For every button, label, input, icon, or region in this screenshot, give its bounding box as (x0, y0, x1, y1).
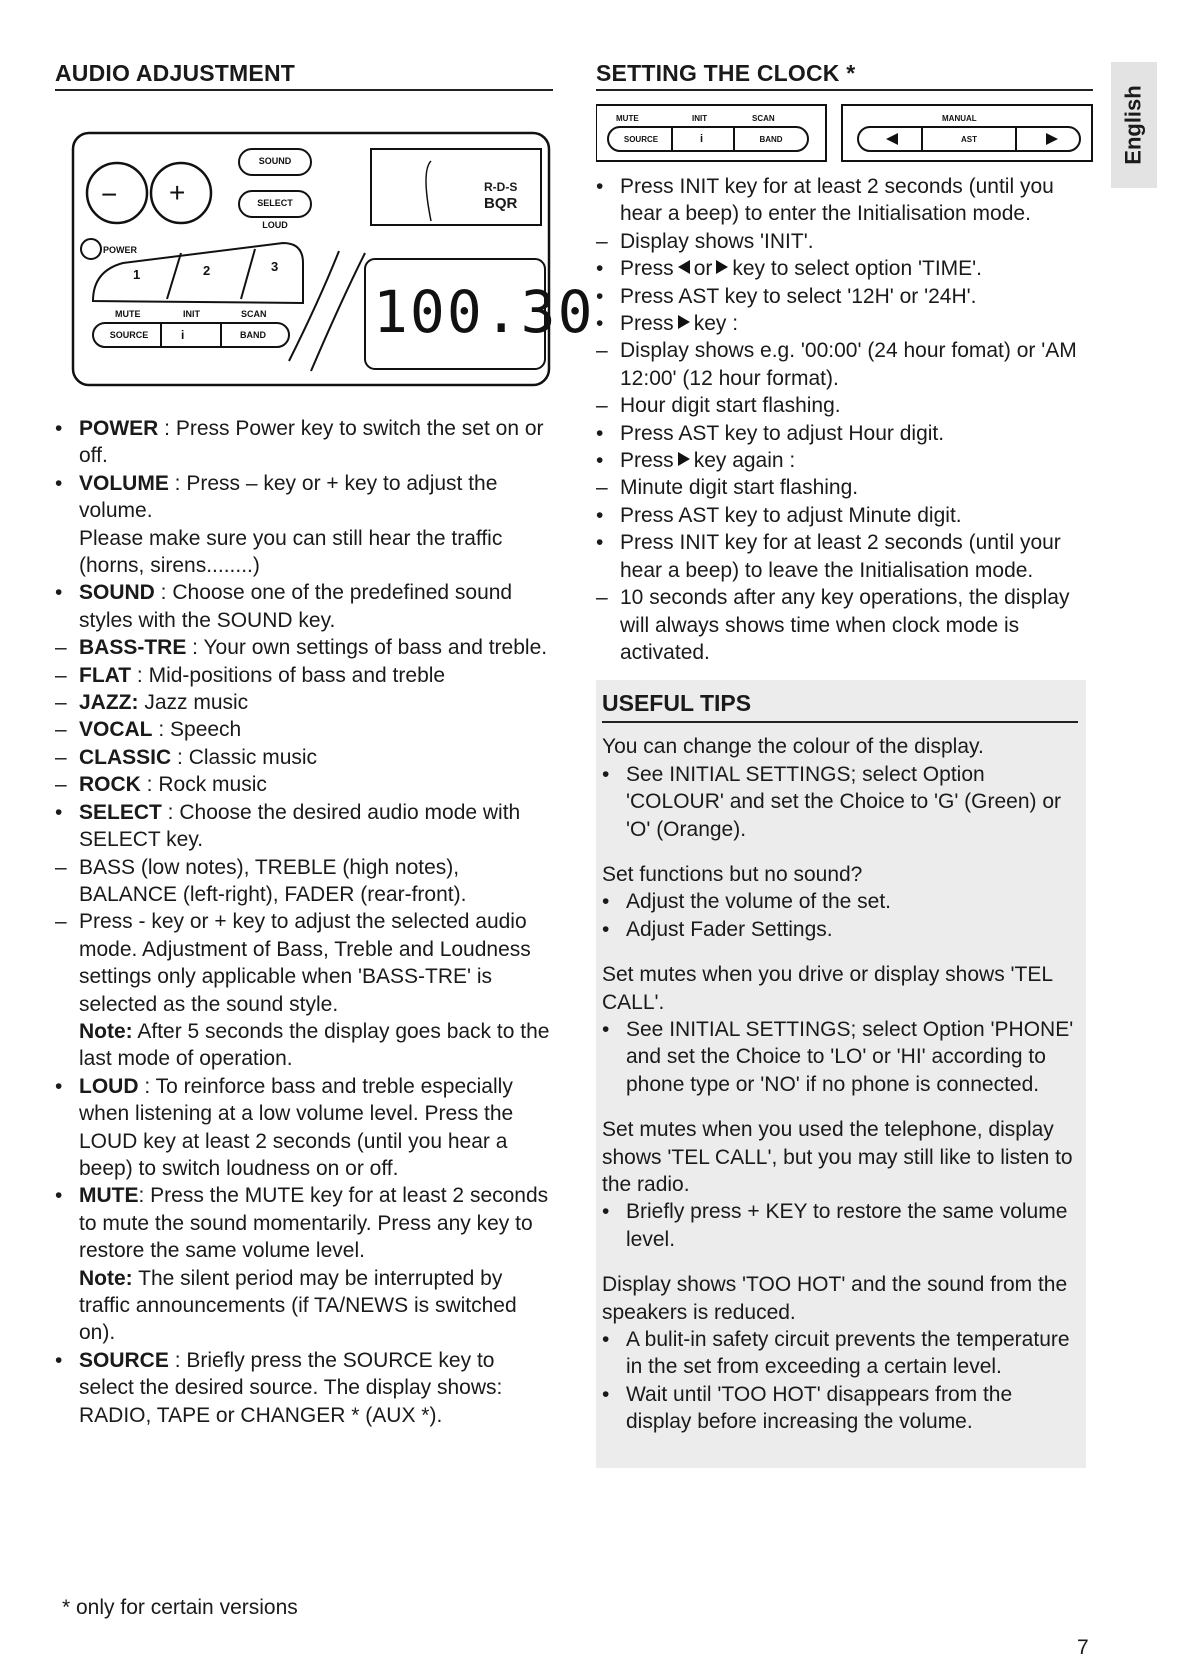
step-item (596, 173, 1093, 228)
setting-the-clock-column (596, 60, 1093, 1468)
tip-bullet-text: See INITIAL SETTINGS; select Option 'PHONE' and set the Choice to 'LO' or 'HI' according to phone type or 'NO' if no phone is connected. (626, 1017, 1074, 1096)
item-text: : Briefly press the SOURCE key to select the desired source. The display shows: RADIO, TAPE or CHANGER * (AUX *). (79, 1348, 503, 1427)
tip-bullet (602, 1326, 1078, 1381)
step-item (596, 283, 1093, 310)
step-text: 10 seconds after any key operations, the display will always shows time when clock mode is activated. (620, 586, 1070, 664)
note-label: Note: (79, 1266, 133, 1290)
step-item (596, 474, 1093, 501)
keyword: CLASSIC (79, 745, 172, 769)
keyword: JAZZ: (79, 691, 139, 715)
list-item (55, 799, 553, 854)
bqr-logo: BQR (484, 195, 518, 212)
list-marker: • (55, 1074, 63, 1098)
keyword: SELECT (79, 800, 162, 824)
preset-3-button[interactable]: 3 (271, 259, 279, 274)
tip-bullet (602, 1381, 1078, 1436)
scan-label: SCAN (241, 309, 267, 319)
sound-button[interactable]: SOUND (258, 156, 292, 166)
source-button[interactable]: SOURCE (109, 330, 149, 340)
list-item (55, 689, 553, 716)
step-text: Display shows 'INIT'. (620, 229, 814, 253)
bullet-marker: • (602, 890, 610, 914)
bullet-marker: • (602, 1200, 610, 1224)
tip-intro: Set mutes when you drive or display shows 'TEL CALL'. (602, 963, 1053, 1014)
list-item (55, 634, 553, 661)
step-text: Hour digit start flashing. (620, 394, 841, 418)
right-arrow-icon (678, 452, 690, 466)
tip-bullet (602, 1198, 1078, 1253)
step-text-pre: Press (620, 312, 674, 336)
item-text: : Choose one of the predefined sound styles with the SOUND key. (79, 581, 513, 632)
list-item (55, 716, 553, 743)
list-marker: – (55, 691, 67, 715)
list-marker: – (55, 718, 67, 742)
useful-tips-body (602, 733, 1078, 1435)
init-label: INIT (183, 309, 200, 319)
item-text: : Press – key or + key to adjust the volume. (79, 471, 498, 523)
list-item (55, 1347, 553, 1429)
note-label: Note: (79, 1019, 133, 1043)
step-text: Display shows e.g. '00:00' (24 hour fomat) or 'AM 12:00' (12 hour format). (620, 339, 1077, 390)
item-text: : Press Power key to switch the set on or off. (79, 417, 544, 468)
list-marker: • (55, 581, 63, 605)
list-marker: • (596, 284, 604, 308)
list-marker: • (55, 471, 63, 495)
radio-panel-drawing (71, 131, 595, 389)
audio-adjustment-column (55, 60, 595, 1429)
step-item (596, 447, 1093, 474)
list-marker: – (596, 394, 608, 418)
note-text: The silent period may be interrupted by traffic announcements (if TA/NEWS is switched on). (79, 1266, 517, 1345)
item-text: : Speech (152, 718, 242, 742)
preset-1-button[interactable]: 1 (133, 267, 141, 282)
list-marker: • (55, 1184, 63, 1208)
list-item (55, 744, 553, 771)
item-text: : Choose the desired audio mode with SELECT key. (79, 800, 521, 852)
setting-the-clock-heading: SETTING THE CLOCK * (596, 60, 1093, 91)
band-button[interactable]: BAND (240, 330, 266, 340)
list-marker: • (596, 503, 604, 527)
bullet-marker: • (602, 917, 610, 941)
key-scan-label: SCAN (752, 114, 775, 123)
item-text: : Your own settings of bass and treble. (186, 636, 548, 660)
list-item (55, 854, 553, 909)
clock-steps-list (596, 173, 1093, 666)
tip-block (602, 961, 1078, 1098)
step-item (596, 502, 1093, 529)
keyword: VOLUME (79, 471, 169, 495)
item-text: : Rock music (140, 773, 267, 797)
tip-bullet (602, 888, 1078, 915)
list-marker: • (55, 800, 63, 824)
step-item (596, 310, 1093, 337)
list-marker: • (596, 421, 604, 445)
tip-intro: Set functions but no sound? (602, 862, 863, 886)
step-item (596, 392, 1093, 419)
list-marker: • (596, 449, 604, 473)
page-number: 7 (1077, 1636, 1089, 1659)
keyword: ROCK (79, 773, 141, 797)
item-text: Jazz music (138, 691, 249, 715)
step-item (596, 228, 1093, 255)
list-marker: – (55, 745, 67, 769)
language-tab (1111, 62, 1157, 188)
step-item (596, 337, 1093, 392)
item-text: : Mid-positions of bass and treble (131, 663, 446, 687)
tip-bullet-text: Adjust the volume of the set. (626, 890, 891, 914)
list-marker: • (596, 531, 604, 555)
list-marker: – (596, 339, 608, 363)
step-text: Press AST key to adjust Hour digit. (620, 421, 945, 445)
clock-keys-illustration (596, 103, 1093, 165)
radio-front-panel-illustration (71, 131, 595, 389)
note-paragraph (79, 1018, 553, 1073)
tip-block (602, 861, 1078, 943)
list-item (55, 662, 553, 689)
step-item (596, 529, 1093, 584)
list-marker: • (596, 257, 604, 281)
list-marker: – (55, 636, 67, 660)
useful-tips-heading: USEFUL TIPS (602, 680, 1078, 723)
bullet-marker: • (602, 1328, 610, 1352)
item-text: : To reinforce bass and treble especially when listening at a low volume level. Press the LOUD key at least 2 seconds (until you hear a beep) to switch loudness on or off. (79, 1074, 514, 1180)
list-item (55, 579, 553, 634)
list-marker: • (55, 1348, 63, 1372)
tip-block (602, 1271, 1078, 1435)
note-text: After 5 seconds the display goes back to the last mode of operation. (79, 1019, 550, 1071)
note-paragraph (79, 1265, 553, 1347)
loud-label: LOUD (262, 220, 288, 230)
list-marker: – (596, 586, 608, 610)
tip-block (602, 733, 1078, 843)
bullet-marker: • (602, 1382, 610, 1406)
tip-bullet-text: Adjust Fader Settings. (626, 917, 833, 941)
step-text: Press INIT key for at least 2 seconds (until you hear a beep) to enter the Initialisation mode. (620, 175, 1054, 226)
keyword: MUTE (79, 1184, 139, 1208)
step-text: Press AST key to adjust Minute digit. (620, 503, 962, 527)
useful-tips-box (596, 680, 1086, 1467)
keyword: SOUND (79, 581, 155, 605)
keyword: POWER (79, 417, 159, 440)
right-arrow-icon (716, 260, 728, 274)
volume-minus-button[interactable]: − (101, 179, 118, 210)
bullet-marker: • (602, 762, 610, 786)
key-manual-label: MANUAL (942, 114, 977, 123)
tip-bullet-text: Briefly press + KEY to restore the same volume level. (626, 1200, 1068, 1251)
clock-keys-drawing (596, 103, 1093, 165)
power-label: POWER (103, 245, 138, 255)
list-marker: • (596, 175, 604, 198)
step-text: Press AST key to select '12H' or '24H'. (620, 284, 977, 308)
step-text-post: key : (693, 312, 739, 336)
key-band-button[interactable]: BAND (759, 135, 783, 144)
list-marker: – (596, 229, 608, 253)
list-item (55, 1182, 553, 1346)
step-item (596, 584, 1093, 666)
tip-bullet (602, 1016, 1078, 1098)
list-item (55, 771, 553, 798)
list-marker: – (55, 910, 67, 934)
list-marker: – (55, 663, 67, 687)
item-text: BASS (low notes), TREBLE (high notes), BALANCE (left-right), FADER (rear-front). (79, 855, 467, 906)
audio-adjustment-list (55, 415, 553, 1429)
list-item (55, 908, 553, 1072)
list-item (55, 415, 553, 470)
tip-bullet-text: Wait until 'TOO HOT' disappears from the display before increasing the volume. (626, 1382, 1013, 1434)
keyword: LOUD (79, 1074, 139, 1098)
item-paragraph: Please make sure you can still hear the traffic (horns, sirens........) (79, 526, 503, 578)
step-text-post: key again : (693, 449, 796, 473)
tip-bullets (602, 1016, 1078, 1098)
volume-plus-button[interactable]: + (169, 177, 186, 208)
tip-bullets (602, 1326, 1078, 1436)
tip-intro: You can change the colour of the display. (602, 735, 984, 759)
tip-bullets (602, 761, 1078, 843)
list-marker: • (596, 312, 604, 336)
key-init-label: INIT (692, 114, 708, 123)
select-button[interactable]: SELECT (257, 198, 293, 208)
tip-bullets (602, 1198, 1078, 1253)
step-text-pre: Press (620, 257, 674, 281)
preset-2-button[interactable]: 2 (203, 263, 211, 278)
key-mute-label: MUTE (616, 114, 639, 123)
step-text: Minute digit start flashing. (620, 476, 859, 500)
bullet-marker: • (602, 1017, 610, 1041)
mute-label: MUTE (115, 309, 141, 319)
tip-block (602, 1116, 1078, 1253)
language-tab-label: English (1121, 85, 1147, 165)
tip-bullet-text: See INITIAL SETTINGS; select Option 'COLOUR' and set the Choice to 'G' (Green) or 'O' (Orange). (626, 762, 1062, 841)
tip-intro: Display shows 'TOO HOT' and the sound from the speakers is reduced. (602, 1273, 1068, 1324)
list-item (55, 1073, 553, 1183)
keyword: VOCAL (79, 718, 153, 742)
tip-bullet-text: A bulit-in safety circuit prevents the temperature in the set from exceeding a certain level. (626, 1328, 1070, 1379)
key-source-button[interactable]: SOURCE (623, 135, 659, 144)
tip-bullet (602, 916, 1078, 943)
rds-logo: R-D-S (484, 180, 518, 194)
list-marker: – (55, 773, 67, 797)
step-text-mid: or (693, 257, 713, 281)
right-arrow-icon (678, 315, 690, 329)
step-text-post: key to select option 'TIME'. (732, 257, 982, 281)
list-marker: • (55, 417, 63, 440)
footnote: * only for certain versions (62, 1596, 298, 1619)
list-marker: – (55, 855, 67, 879)
tip-bullets (602, 888, 1078, 943)
item-text: Press - key or + key to adjust the selected audio mode. Adjustment of Bass, Treble and Loudness settings only applicable when 'BASS-TRE' is selected as the sound style. (79, 910, 531, 1016)
tip-intro: Set mutes when you used the telephone, display shows 'TEL CALL', but you may still like to listen to the radio. (602, 1118, 1073, 1196)
step-text: Press INIT key for at least 2 seconds (until your hear a beep) to leave the Initialisation mode. (620, 531, 1061, 582)
key-ast-button[interactable]: AST (961, 135, 977, 144)
keyword: FLAT (79, 663, 132, 687)
audio-adjustment-heading: AUDIO ADJUSTMENT (55, 60, 553, 91)
tip-bullet (602, 761, 1078, 843)
step-item (596, 255, 1093, 282)
step-text-pre: Press (620, 449, 674, 473)
keyword: SOURCE (79, 1348, 169, 1372)
keyword: BASS-TRE (79, 636, 187, 660)
item-text: : Classic music (171, 745, 318, 769)
left-arrow-icon (678, 260, 690, 274)
list-marker: – (596, 476, 608, 500)
key-info-button[interactable]: i (700, 133, 704, 145)
item-text: : Press the MUTE key for at least 2 seconds to mute the sound momentarily. Press any key to restore the same volume level. (79, 1184, 549, 1263)
list-item (55, 470, 553, 580)
info-button[interactable]: i (181, 328, 185, 342)
step-item (596, 420, 1093, 447)
lcd-display: 100.30 (373, 278, 595, 346)
